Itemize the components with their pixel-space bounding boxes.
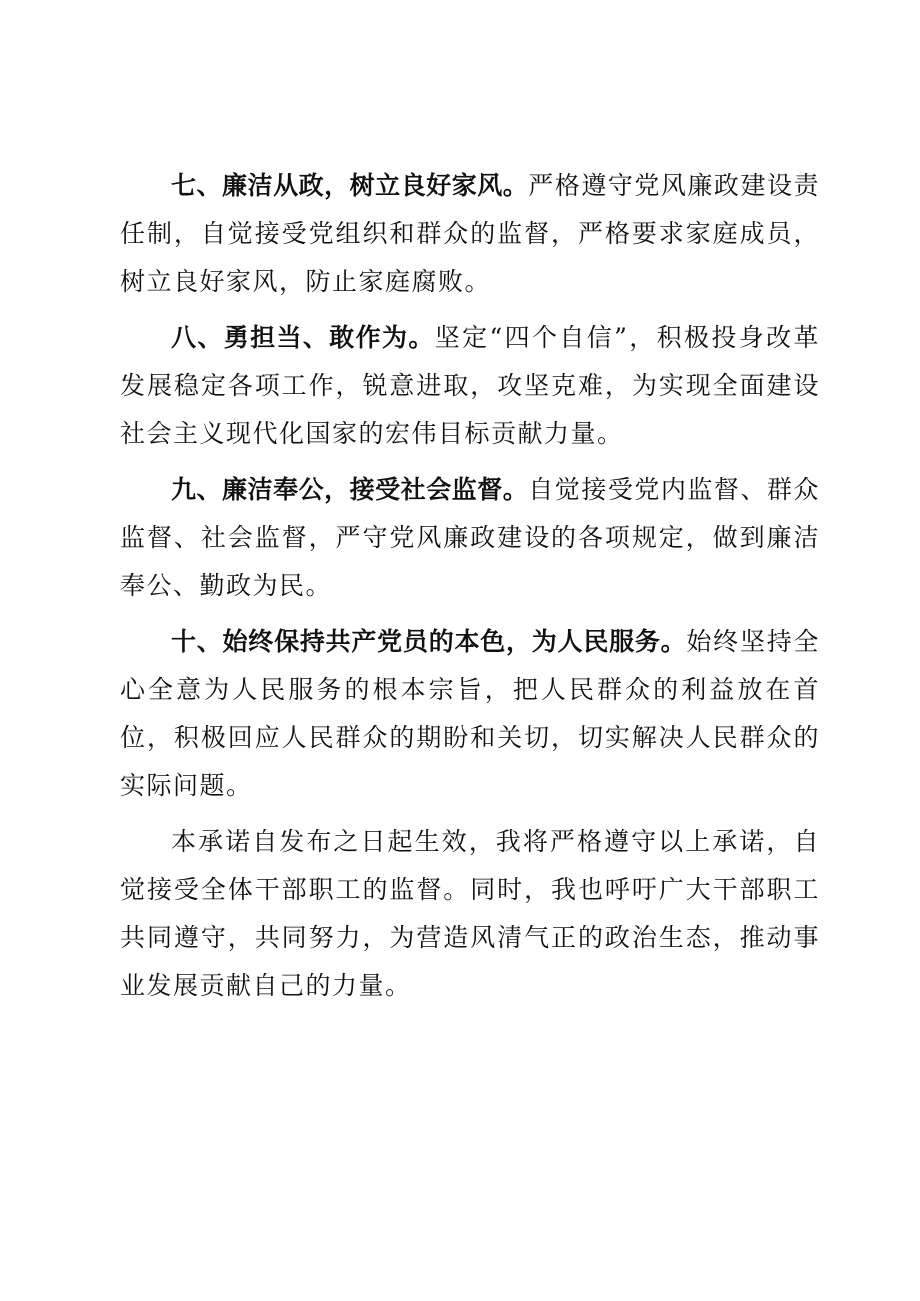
commitment-text-7: 严格遵守党风廉政建设责任制，自觉接受党组织和群众的监督，严格要求家庭成员，树立良好家风，防止家庭腐败。: [120, 171, 820, 296]
commitment-heading-10: 十、始终保持共产党员的本色，为人民服务。: [171, 627, 687, 656]
closing-paragraph: 本承诺自发布之日起生效，我将严格遵守以上承诺，自觉接受全体干部职工的监督。同时，我也呼吁广大干部职工共同遵守，共同努力，为营造风清气正的政治生态，推动事业发展贡献自己的力量。: [120, 827, 820, 1000]
commitment-heading-7: 七、廉洁从政，树立良好家风。: [171, 171, 529, 200]
commitment-text-10: 始终坚持全心全意为人民服务的根本宗旨，把人民群众的利益放在首位，积极回应人民群众的期盼和关切，切实解决人民群众的实际问题。: [120, 627, 820, 800]
commitment-item-8: [120, 314, 820, 458]
document-body: [120, 162, 820, 1018]
commitment-item-9: [120, 466, 820, 610]
commitment-text-9: 自觉接受党内监督、群众监督、社会监督，严守党风廉政建设的各项规定，做到廉洁奉公、勤政为民。: [120, 475, 820, 600]
commitment-item-10: [120, 618, 820, 810]
commitment-heading-9: 九、廉洁奉公，接受社会监督。: [171, 475, 529, 504]
commitment-text-8: 坚定“四个自信”，积极投身改革发展稳定各项工作，锐意进取，攻坚克难，为实现全面建设社会主义现代化国家的宏伟目标贡献力量。: [120, 323, 820, 448]
commitment-heading-8: 八、勇担当、敢作为。: [171, 323, 435, 352]
commitment-item-7: [120, 162, 820, 306]
